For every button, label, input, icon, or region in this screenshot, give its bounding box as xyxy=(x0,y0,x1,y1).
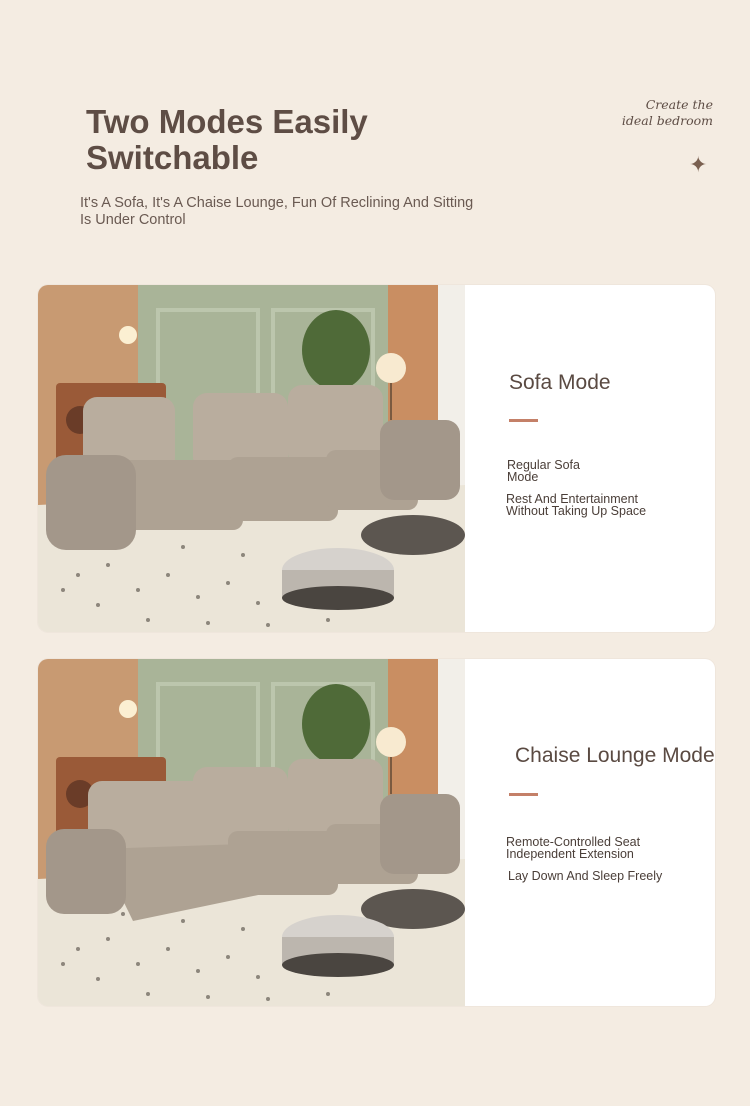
tagline xyxy=(622,97,713,129)
hero-title xyxy=(86,104,446,176)
tagline-line2: ideal bedroom xyxy=(621,113,713,128)
sofa-mode-title: Sofa Mode xyxy=(509,371,611,394)
feature-remote-controlled xyxy=(506,836,706,860)
feature-line: Lay Down And Sleep Freely xyxy=(508,869,663,883)
hero-subtitle-line2: Is Under Control xyxy=(80,212,186,228)
sofa-mode-info xyxy=(465,285,715,632)
feature-line: Remote-Controlled Seat xyxy=(506,835,641,849)
hero-title-line2: Switchable xyxy=(86,139,259,176)
sofa-mode-photo xyxy=(38,285,465,632)
feature-line: Without Taking Up Space xyxy=(506,504,647,518)
chaise-lounge-mode-photo xyxy=(38,659,465,1006)
hero-title-line1: Two Modes Easily xyxy=(86,103,368,140)
feature-rest-entertainment xyxy=(506,493,706,517)
feature-line: Rest And Entertainment xyxy=(506,492,639,506)
feature-regular-sofa xyxy=(507,459,707,483)
chaise-lounge-mode-title: Chaise Lounge Mode xyxy=(515,744,715,767)
chaise-lounge-mode-card xyxy=(38,659,715,1006)
hero-subtitle-line1: It's A Sofa, It's A Chaise Lounge, Fun Of Reclining And Sitting xyxy=(80,195,474,211)
feature-lay-down xyxy=(508,870,708,882)
chaise-lounge-mode-info xyxy=(465,659,715,1006)
feature-line: Independent Extension xyxy=(506,847,634,861)
tagline-line1: Create the xyxy=(645,97,713,112)
accent-bar xyxy=(509,419,538,422)
feature-line: Mode xyxy=(507,470,539,484)
sofa-mode-card xyxy=(38,285,715,632)
hero-subtitle xyxy=(80,195,500,229)
feature-line: Regular Sofa xyxy=(507,458,580,472)
sparkle-icon: ✦ xyxy=(689,152,708,177)
accent-bar xyxy=(509,793,538,796)
